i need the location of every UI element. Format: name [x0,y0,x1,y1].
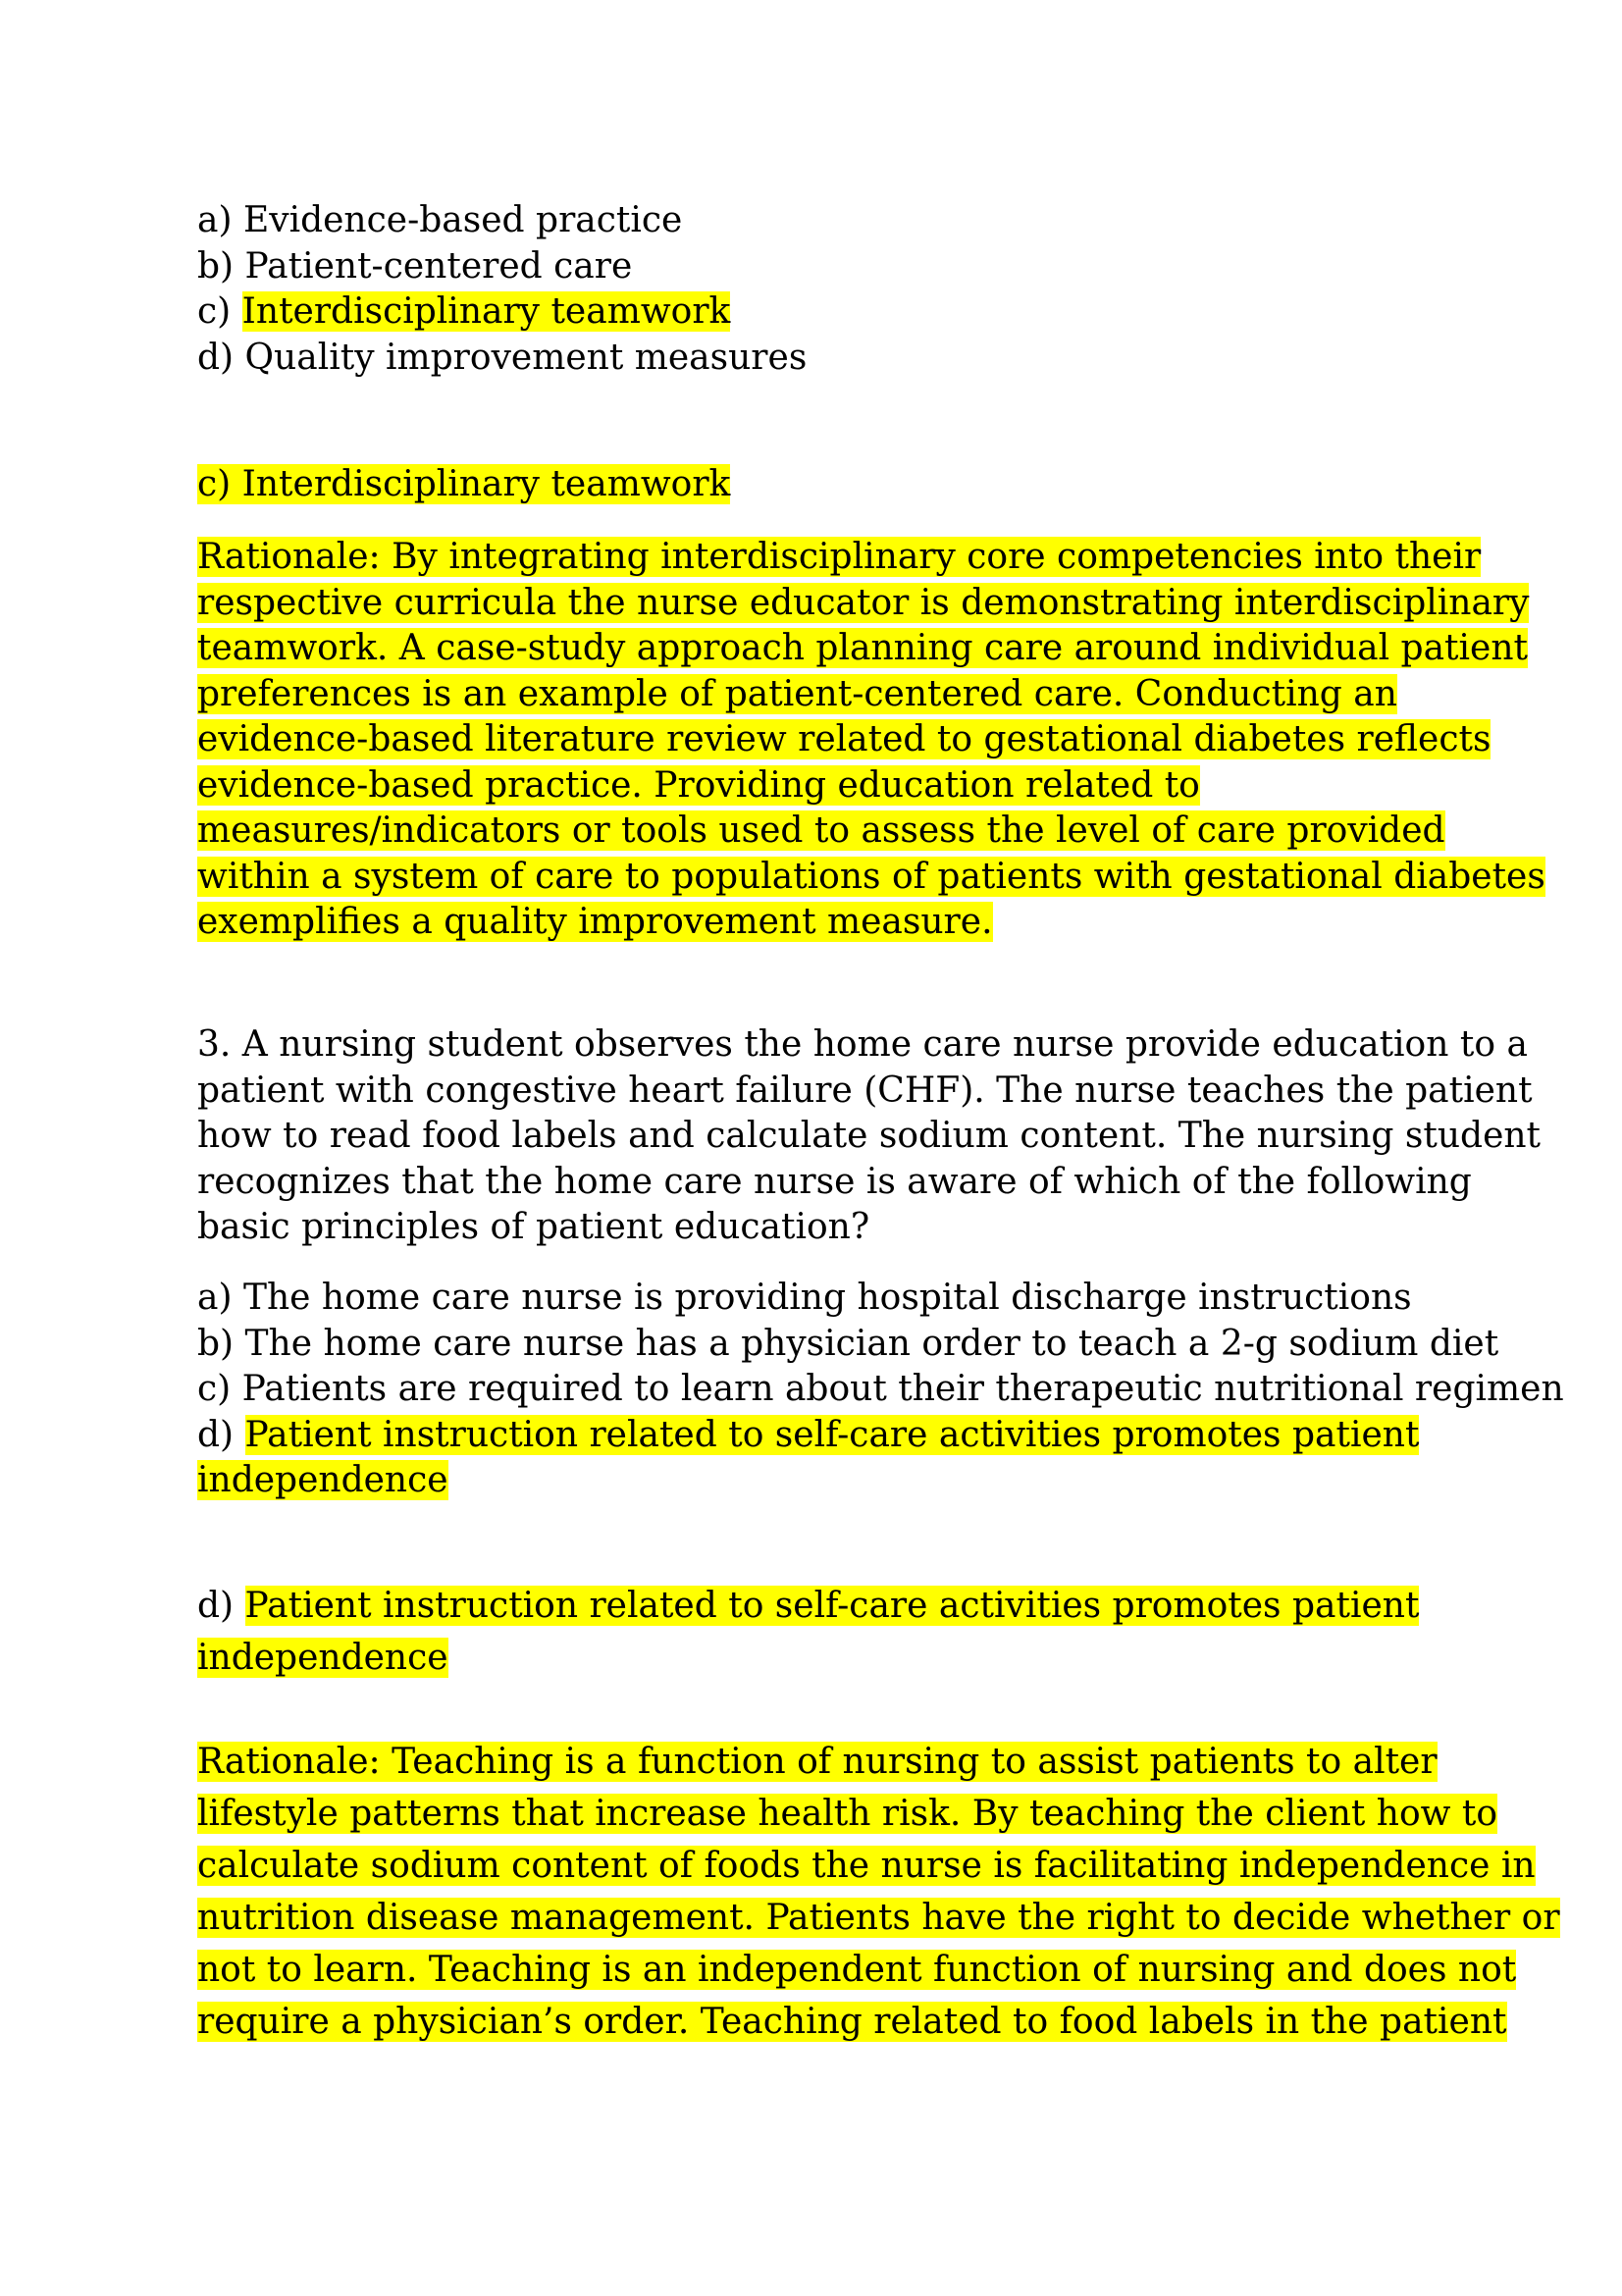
option-prefix: b) [197,245,245,287]
rationale-line: Rationale: Teaching is a function of nursing to assist patients to alter [197,1742,1438,1782]
q3-rationale [197,1736,1560,2048]
answer-text: c) Interdisciplinary teamwork [197,464,731,504]
option-text-highlighted: Interdisciplinary teamwork [241,291,731,332]
q2-option-c [197,289,1453,336]
q3-option-b [197,1322,1499,1368]
question-line: patient with congestive heart failure (CHF). The nurse teaches the patient [197,1070,1533,1111]
option-text: The home care nurse has a physician order to teach a 2-g sodium diet [244,1323,1499,1364]
option-text: Patients are required to learn about their therapeutic nutritional regimen [241,1369,1564,1409]
rationale-line: evidence-based literature review related to gestational diabetes reflects [197,719,1491,759]
q2-option-d [197,336,1453,382]
option-prefix: c) [197,1369,242,1409]
q2-option-a [197,198,1453,244]
q3-option-d [197,1413,1453,1459]
q3-option-a [197,1276,1453,1322]
rationale-line: require a physician’s order. Teaching related to food labels in the patient [197,2002,1507,2042]
q2-options [197,198,1453,381]
option-text: Patient-centered care [244,245,633,287]
question-line: basic principles of patient education? [197,1207,870,1247]
question-line: recognizes that the home care nurse is aware of which of the following [197,1161,1472,1202]
question-line: how to read food labels and calculate sodium content. The nursing student [197,1116,1542,1156]
question-line: 3. A nursing student observes the home care nurse provide education to a [197,1024,1528,1065]
q2-rationale [197,535,1545,946]
rationale-line: calculate sodium content of foods the nurse is facilitating independence in [197,1846,1536,1886]
rationale-line: measures/indicators or tools used to assess the level of care provided [197,810,1445,851]
rationale-line: Rationale: By integrating interdisciplinary core competencies into their [197,537,1482,577]
rationale-line: teamwork. A case-study approach planning care around individual patient [197,628,1528,668]
option-prefix: a) [197,200,243,240]
option-prefix: d) [197,1414,245,1455]
option-text-highlighted: Patient instruction related to self-care activities promotes patient [244,1414,1420,1455]
rationale-line: not to learn. Teaching is an independent function of nursing and does not [197,1950,1517,1990]
rationale-line: exemplifies a quality improvement measure. [197,902,993,942]
rationale-line: nutrition disease management. Patients have the right to decide whether or [197,1898,1560,1938]
option-text-highlighted-continuation: independence [197,1460,448,1500]
answer-text-continuation: independence [197,1638,448,1678]
rationale-line: preferences is an example of patient-centered care. Conducting an [197,673,1397,714]
q3-option-c [197,1367,1564,1413]
rationale-line: respective curricula the nurse educator is demonstrating interdisciplinary [197,582,1530,623]
q3-options [197,1276,1564,1504]
q2-option-b [197,244,1453,290]
q2-answer [197,462,1453,508]
option-text: Evidence-based practice [242,200,683,240]
q3-question [197,1022,1542,1251]
option-prefix: d) [197,337,245,378]
option-text: Quality improvement measures [244,337,808,378]
option-prefix: c) [197,291,242,332]
option-prefix: b) [197,1323,245,1364]
rationale-line: lifestyle patterns that increase health risk. By teaching the client how to [197,1794,1498,1834]
q3-answer [197,1580,1453,1684]
answer-prefix: d) [197,1586,245,1626]
option-prefix: a) [197,1278,243,1318]
rationale-line: evidence-based practice. Providing education related to [197,764,1200,806]
option-text: The home care nurse is providing hospital discharge instructions [242,1278,1412,1318]
answer-text: Patient instruction related to self-care activities promotes patient [244,1586,1420,1626]
rationale-line: within a system of care to populations of patients with gestational diabetes [197,856,1545,897]
